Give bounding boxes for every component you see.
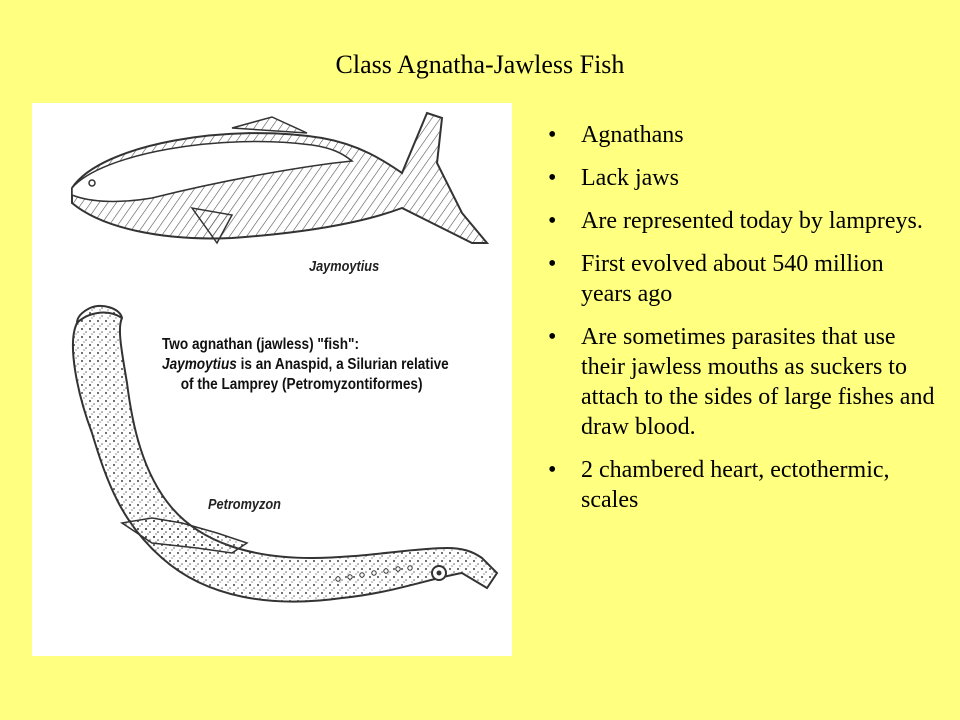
caption-line-2-rest: is an Anaspid, a Silurian relative	[236, 356, 449, 373]
bullet-item	[548, 249, 938, 309]
caption-species-name: Jaymoytius	[162, 356, 237, 373]
jaymoytius-fish	[72, 113, 487, 243]
bullet-text: 2 chambered heart, ectothermic, scales	[581, 457, 890, 513]
bullet-dot: •	[548, 251, 557, 277]
bullet-dot: •	[548, 165, 557, 191]
bullet-text: Are sometimes parasites that use their jawless mouths as suckers to attach to the sides of large fishes and draw blood.	[581, 324, 935, 440]
bullet-text: Agnathans	[581, 122, 684, 148]
caption-line-2	[162, 355, 449, 375]
caption-line-1: Two agnathan (jawless) "fish":	[162, 336, 360, 353]
petromyzon-label: Petromyzon	[208, 496, 281, 513]
bullet-text: First evolved about 540 million years ago	[581, 251, 884, 307]
fish-illustration	[32, 103, 512, 656]
bullet-dot: •	[548, 324, 557, 350]
bullet-item	[548, 455, 938, 515]
bullet-item	[548, 163, 938, 193]
bullet-text: Are represented today by lampreys.	[581, 208, 923, 234]
bullet-dot: •	[548, 208, 557, 234]
bullet-text: Lack jaws	[581, 165, 679, 191]
bullet-dot: •	[548, 457, 557, 483]
bullet-dot: •	[548, 122, 557, 148]
bullet-item	[548, 322, 938, 442]
bullet-item	[548, 206, 938, 236]
bullet-list	[548, 120, 938, 528]
jaymoytius-label: Jaymoytius	[309, 258, 380, 275]
bullet-item	[548, 120, 938, 150]
figure-caption	[162, 335, 449, 395]
slide-title: Class Agnatha-Jawless Fish	[335, 50, 625, 79]
caption-line-3: of the Lamprey (Petromyzontiformes)	[180, 376, 423, 393]
